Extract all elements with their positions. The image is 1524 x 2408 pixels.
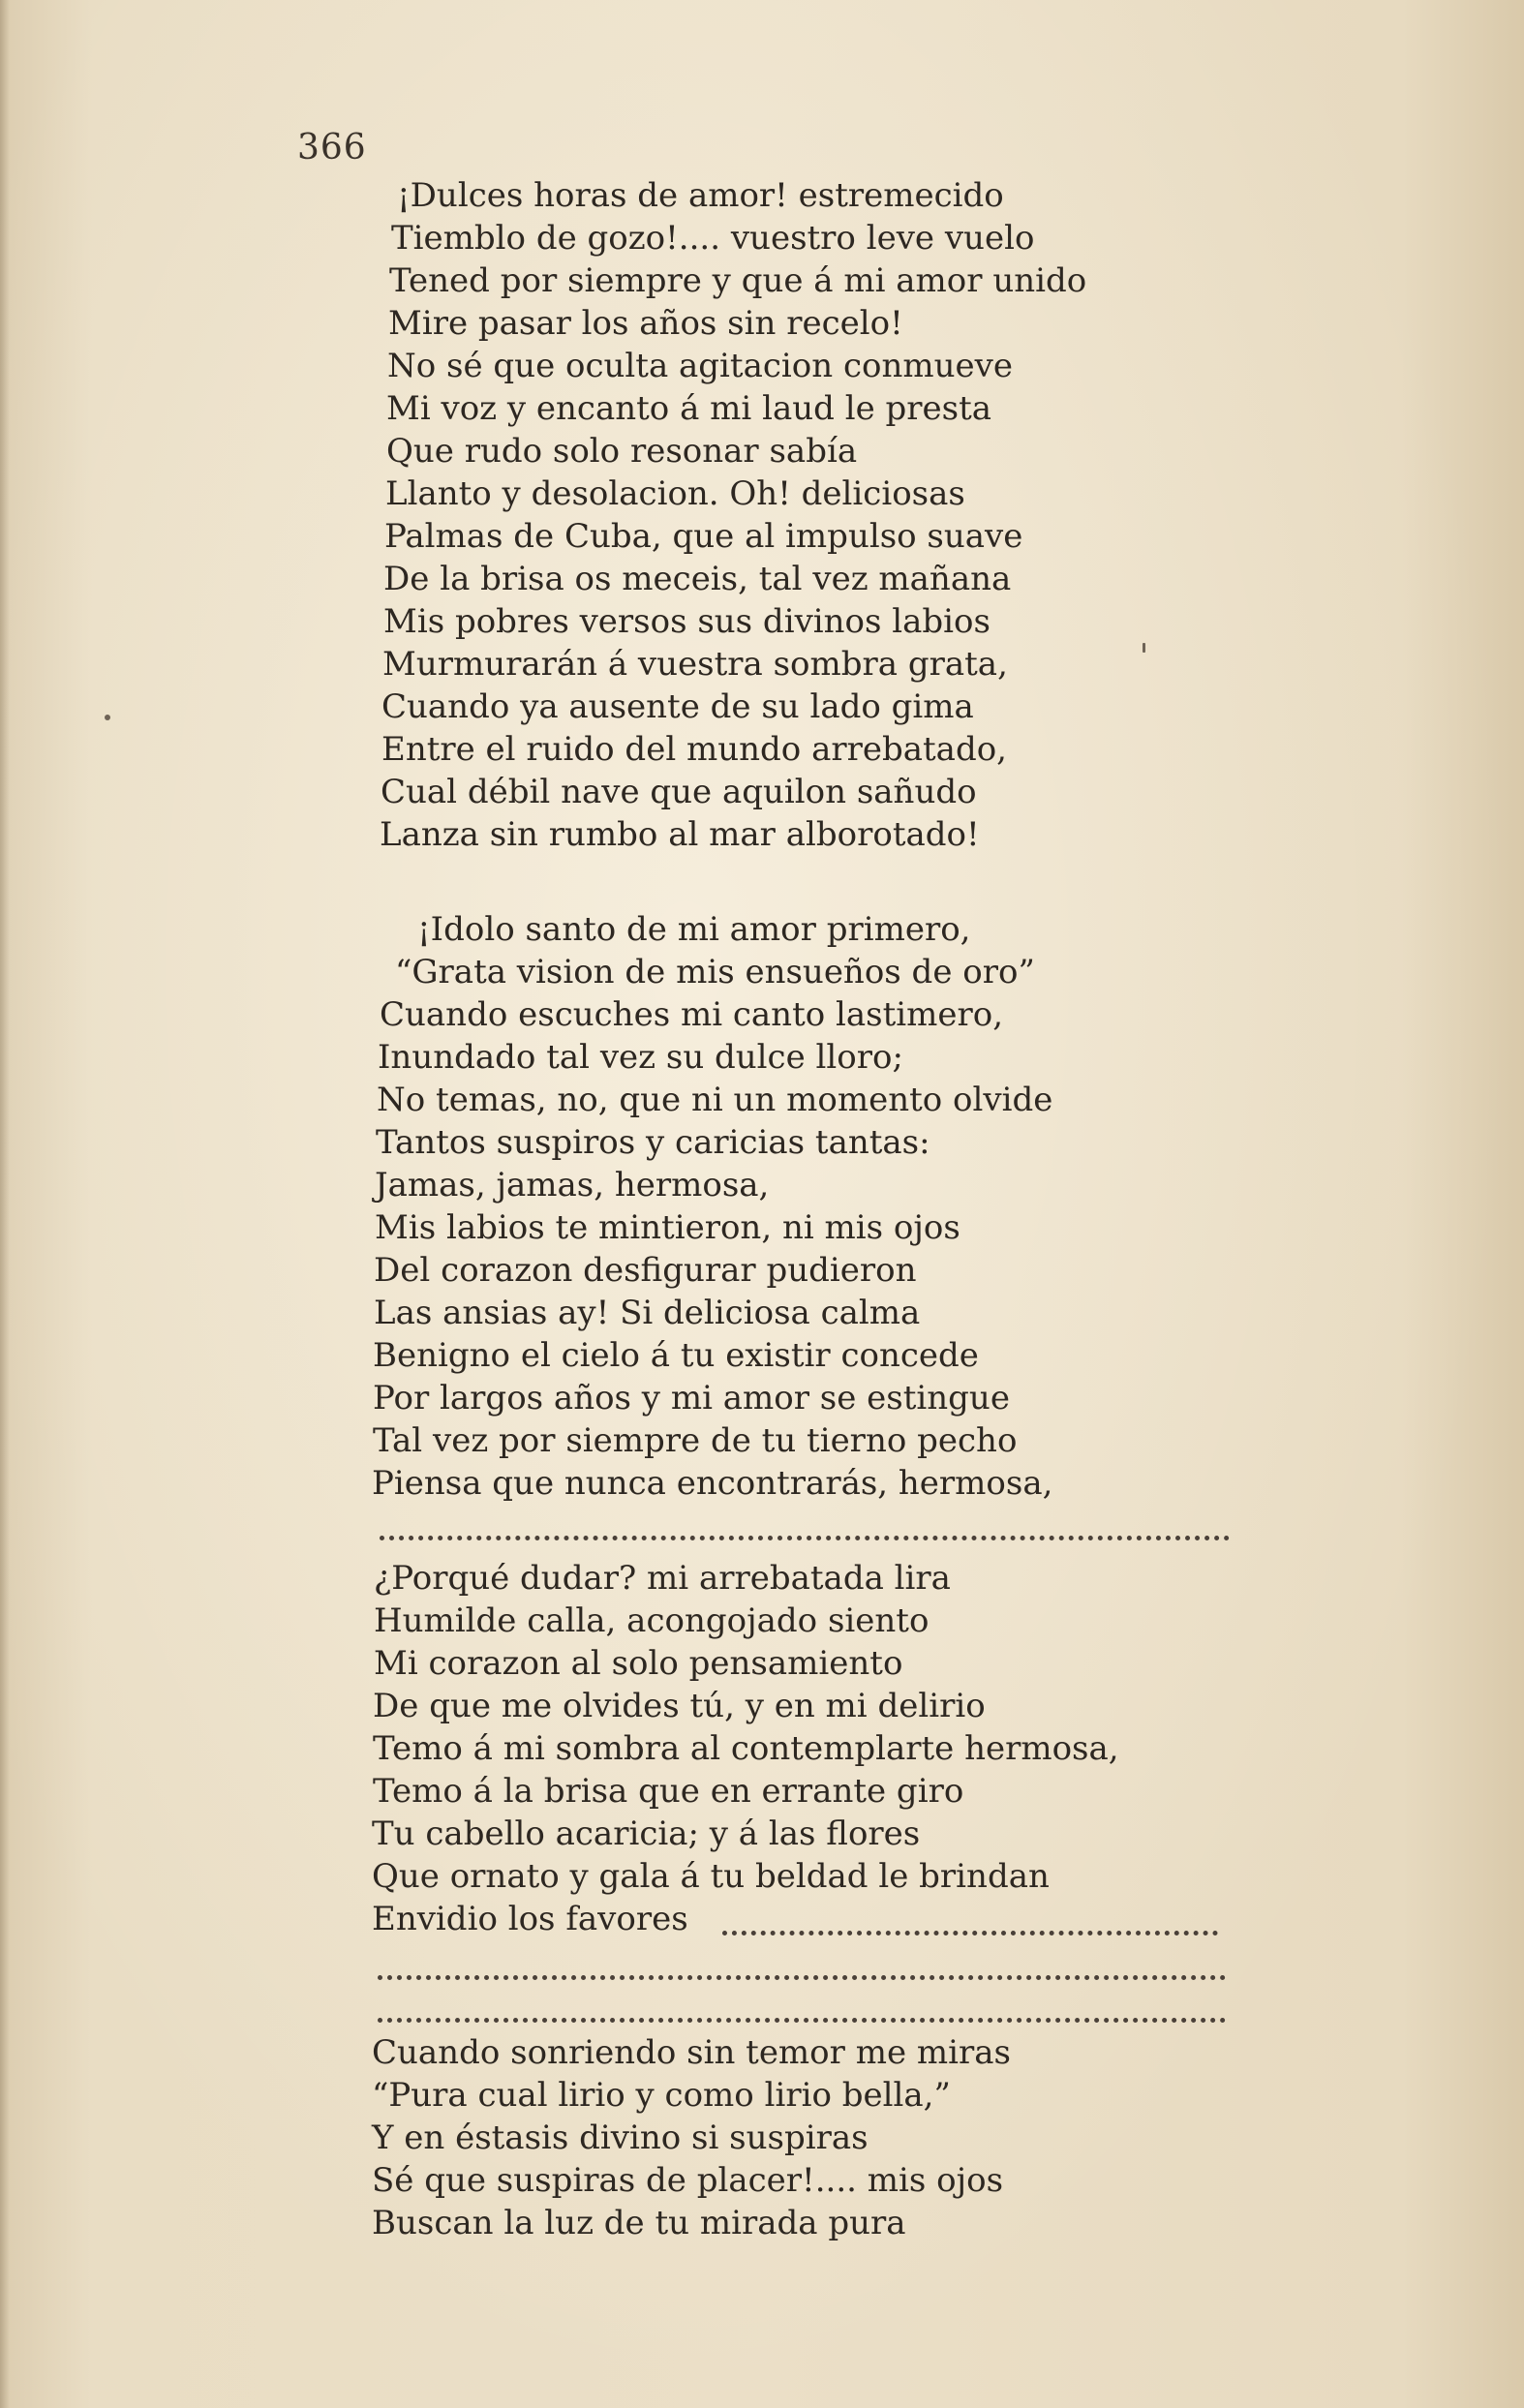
- verse-line: No sé que oculta agitacion conmueve: [387, 347, 1013, 385]
- verse-line: Sé que suspiras de placer!.... mis ojos: [372, 2161, 1004, 2200]
- verse-line: Cuando ya ausente de su lado gima: [381, 687, 974, 726]
- verse-line: Cual débil nave que aquilon sañudo: [381, 773, 977, 811]
- verse-line: Cuando sonriendo sin temor me miras: [372, 2033, 1011, 2072]
- verse-line: ¡Idolo santo de mi amor primero,: [417, 910, 971, 949]
- verse-line: “Pura cual lirio y como lirio bella,”: [372, 2076, 951, 2115]
- verse-line: Piensa que nunca encontrarás, hermosa,: [372, 1464, 1053, 1503]
- verse-line: Tal vez por siempre de tu tierno pecho: [373, 1421, 1018, 1460]
- verse-line: Jamas, jamas, hermosa,: [375, 1166, 770, 1204]
- verse-line: Del corazon desfigurar pudieron: [374, 1251, 917, 1290]
- verse-line: Que ornato y gala á tu beldad le brindan: [372, 1857, 1050, 1896]
- verse-line: Por largos años y mi amor se estingue: [373, 1379, 1010, 1417]
- verse-line: Llanto y desolacion. Oh! deliciosas: [385, 474, 965, 513]
- verse-line: Inundado tal vez su dulce lloro;: [378, 1038, 903, 1077]
- verse-line: Mis pobres versos sus divinos labios: [383, 602, 991, 641]
- verse-line: Mi corazon al solo pensamiento: [374, 1644, 903, 1683]
- verse-line: De la brisa os meceis, tal vez mañana: [383, 560, 1012, 598]
- verse-line: Las ansias ay! Si deliciosa calma: [374, 1294, 921, 1332]
- verse-line: Murmurarán á vuestra sombra grata,: [382, 645, 1008, 684]
- page-number: 366: [297, 128, 367, 168]
- verse-line: Entre el ruido del mundo arrebatado,: [381, 730, 1007, 769]
- ellipsis-separator: [378, 2018, 1226, 2023]
- verse-line: ¡Dulces horas de amor! estremecido: [397, 176, 1004, 215]
- verse-line: Cuando escuches mi canto lastimero,: [380, 995, 1004, 1034]
- verse-line: Mis labios te mintieron, ni mis ojos: [375, 1208, 960, 1247]
- verse-line: Envidio los favores: [372, 1900, 688, 1938]
- verse-line: Mi voz y encanto á mi laud le presta: [386, 389, 992, 428]
- verse-line: Y en éstasis divino si suspiras: [372, 2118, 869, 2157]
- verse-line: Humilde calla, acongojado siento: [374, 1601, 930, 1640]
- verse-line: No temas, no, que ni un momento olvide: [377, 1081, 1053, 1119]
- verse-line: Benigno el cielo á tu existir concede: [373, 1336, 979, 1375]
- ellipsis-separator: [380, 1536, 1230, 1540]
- verse-line: Tantos suspiros y caricias tantas:: [376, 1123, 930, 1162]
- paper-speck: [1143, 643, 1145, 653]
- page-edge-shadow: [0, 0, 10, 2408]
- verse-line: Tu cabello acaricia; y á las flores: [372, 1814, 921, 1853]
- verse-line: Tened por siempre y que á mi amor unido: [389, 261, 1087, 300]
- verse-line: Palmas de Cuba, que al impulso suave: [384, 517, 1023, 556]
- verse-line: Temo á la brisa que en errante giro: [373, 1772, 964, 1811]
- ellipsis-separator: [378, 1975, 1226, 1980]
- verse-line: Buscan la luz de tu mirada pura: [372, 2204, 906, 2242]
- verse-line: Tiemblo de gozo!.... vuestro leve vuelo: [391, 219, 1035, 258]
- verse-line: Temo á mi sombra al contemplarte hermosa,: [373, 1729, 1119, 1768]
- verse-line: Lanza sin rumbo al mar alborotado!: [380, 815, 980, 854]
- verse-line: Que rudo solo resonar sabía: [386, 432, 858, 471]
- verse-line: De que me olvides tú, y en mi delirio: [373, 1687, 986, 1725]
- verse-line: “Grata vision de mis ensueños de oro”: [395, 953, 1035, 991]
- ellipsis-leader: [722, 1931, 1218, 1936]
- verse-line: ¿Porqué dudar? mi arrebatada lira: [374, 1559, 951, 1598]
- paper-speck: [105, 715, 110, 720]
- verse-line: Mire pasar los años sin recelo!: [388, 304, 903, 343]
